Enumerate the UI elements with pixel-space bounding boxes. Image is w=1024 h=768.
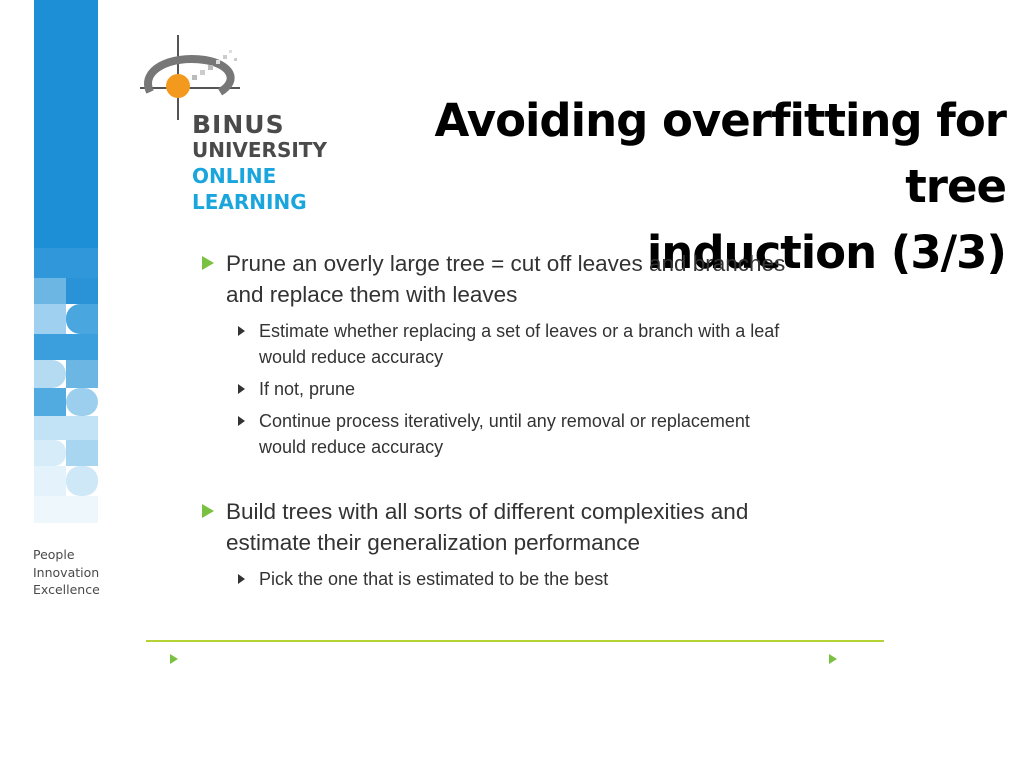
bullet-text: Prune an overly large tree = cut off leaves and branches and replace them with leaves	[226, 251, 786, 307]
sub-bullet-text: If not, prune	[259, 379, 356, 399]
sub-bullet-arrow-icon	[238, 574, 245, 584]
logo-emblem-icon	[130, 30, 340, 120]
sub-bullet-item	[200, 376, 800, 402]
logo-online-text: ONLINE	[192, 164, 277, 188]
sub-bullet-arrow-icon	[238, 384, 245, 394]
sub-bullet-item	[200, 318, 800, 370]
tagline-line: Excellence	[33, 582, 100, 597]
footer-left-arrow-icon	[170, 654, 178, 664]
sub-bullet-text: Estimate whether replacing a set of leaves or a branch with a leaf would reduce accuracy	[259, 321, 780, 367]
tagline	[33, 546, 100, 599]
bullet-item	[200, 248, 800, 310]
bullet-text: Build trees with all sorts of different complexities and estimate their generalization performance	[226, 499, 749, 555]
binus-logo	[130, 30, 340, 220]
footer-divider	[146, 640, 884, 642]
logo-binus-text: BINUS	[192, 110, 285, 139]
tagline-line: Innovation	[33, 564, 100, 580]
spacer	[200, 466, 800, 496]
logo-learning-text: LEARNING	[192, 190, 307, 214]
bullet-item	[200, 496, 800, 558]
slide-title-line: induction (3/3)	[646, 226, 1006, 279]
sub-bullet-arrow-icon	[238, 326, 245, 336]
bullet-arrow-icon	[202, 504, 214, 518]
sub-bullet-text: Pick the one that is estimated to be the best	[259, 569, 609, 589]
logo-university-text: UNIVERSITY	[192, 138, 327, 162]
sub-bullet-item	[200, 408, 800, 460]
left-mosaic-decoration	[34, 248, 100, 523]
sub-bullet-text: Continue process iteratively, until any removal or replacement would reduce accuracy	[259, 411, 750, 457]
bullet-arrow-icon	[202, 256, 214, 270]
sub-bullet-arrow-icon	[238, 416, 245, 426]
sub-bullet-item	[200, 566, 800, 592]
slide-body	[200, 248, 800, 598]
footer-right-arrow-icon	[829, 654, 837, 664]
slide-title-line: Avoiding overfitting for tree	[434, 94, 1006, 213]
tagline-line: People	[33, 547, 75, 562]
left-brand-strip	[34, 0, 98, 270]
